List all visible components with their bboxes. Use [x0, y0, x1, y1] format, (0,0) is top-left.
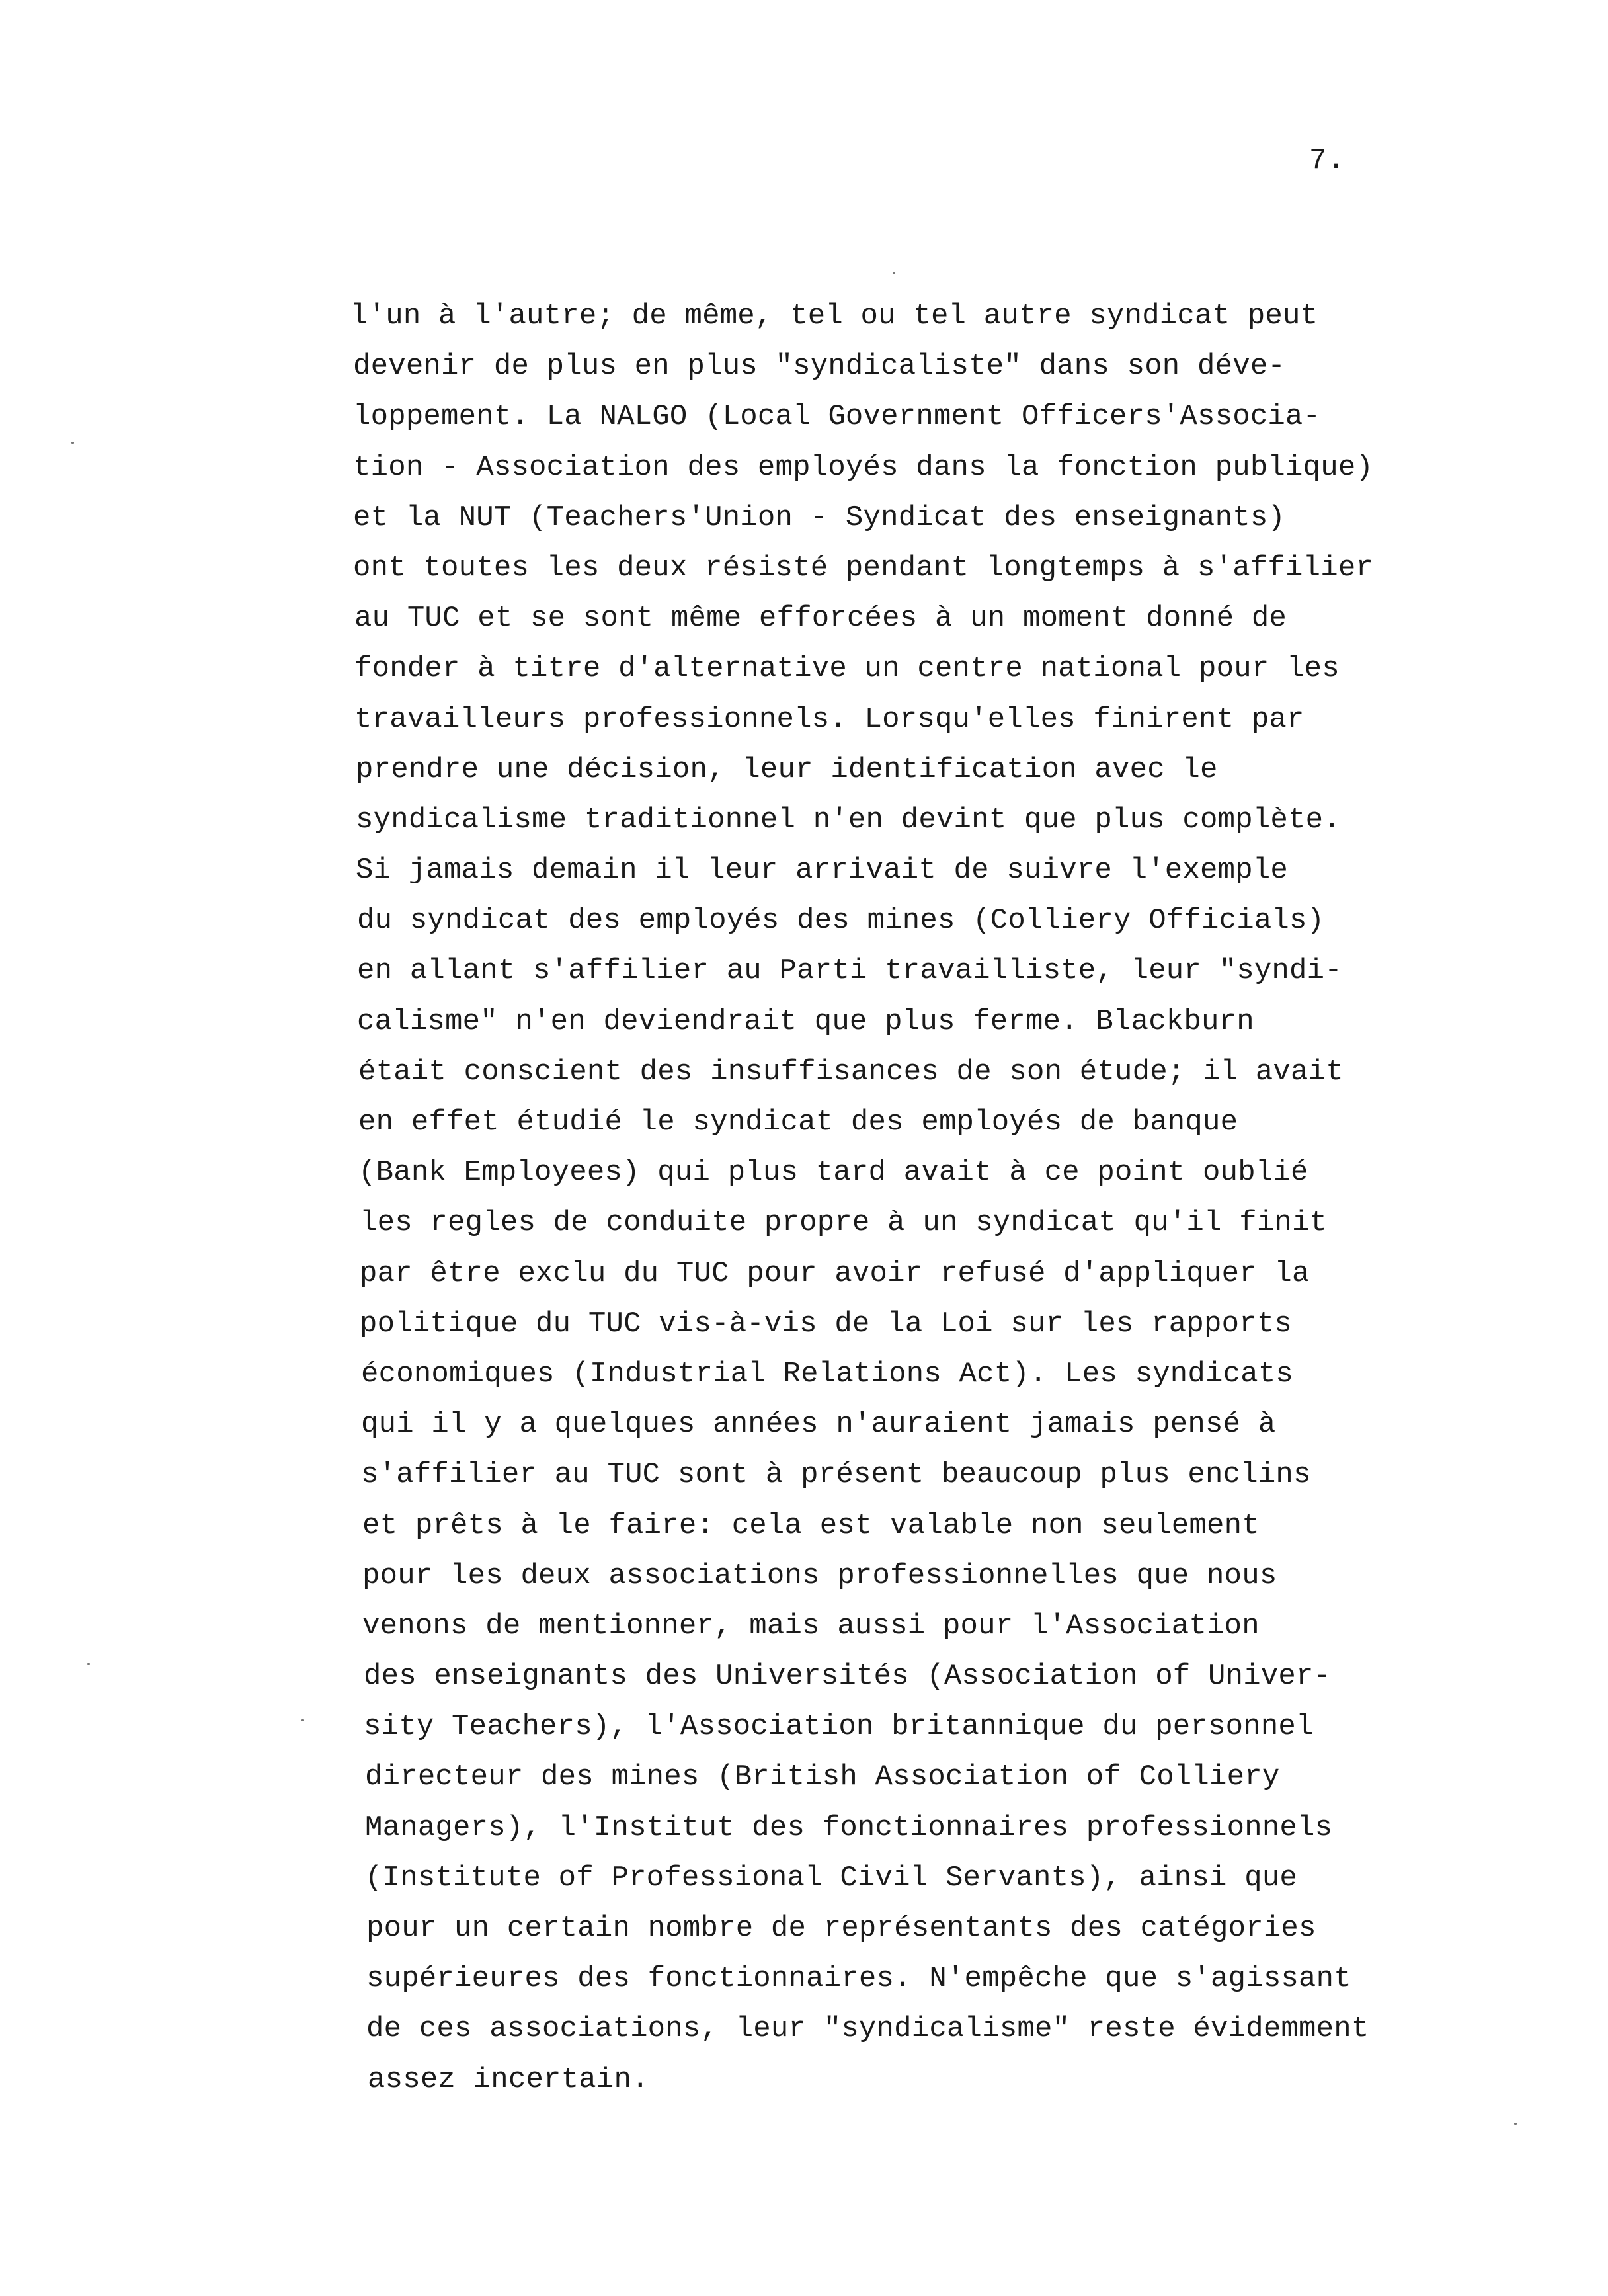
text-line: venons de mentionner, mais aussi pour l'Association: [362, 1609, 1260, 1643]
scan-speck: [302, 1719, 304, 1721]
page-number: 7.: [1309, 144, 1346, 177]
text-line: supérieures des fonctionnaires. N'empêche que s'agissant: [366, 1962, 1351, 1996]
scan-speck: [87, 1663, 90, 1665]
text-line: syndicalisme traditionnel n'en devint que plus complète.: [356, 803, 1341, 837]
text-line: sity Teachers), l'Association britannique du personnel: [364, 1710, 1314, 1744]
text-line: était conscient des insuffisances de son étude; il avait: [358, 1055, 1344, 1088]
text-line: de ces associations, leur "syndicalisme" reste évidemment: [366, 2012, 1369, 2046]
scan-speck: [1514, 2123, 1517, 2125]
text-line: loppement. La NALGO (Local Government Officers'Associa-: [353, 400, 1321, 434]
text-line: l'un à l'autre; de même, tel ou tel autre syndicat peut: [350, 300, 1318, 333]
text-line: ont toutes les deux résisté pendant longtemps à s'affilier: [353, 551, 1374, 585]
text-line: (Bank Employees) qui plus tard avait à ce point oublié: [358, 1156, 1308, 1190]
text-line: directeur des mines (British Association of Colliery: [365, 1760, 1280, 1794]
text-line: s'affilier au TUC sont à présent beaucoup plus enclins: [361, 1458, 1311, 1492]
text-line: devenir de plus en plus "syndicaliste" dans son déve-: [353, 350, 1286, 384]
text-line: en effet étudié le syndicat des employés de banque: [358, 1106, 1238, 1139]
text-line: économiques (Industrial Relations Act). Les syndicats: [361, 1357, 1294, 1391]
text-line: fonder à titre d'alternative un centre national pour les: [354, 652, 1340, 686]
text-line: pour un certain nombre de représentants des catégories: [366, 1912, 1316, 1945]
text-line: du syndicat des employés des mines (Colliery Officials): [357, 904, 1325, 938]
text-line: Si jamais demain il leur arrivait de suivre l'exemple: [356, 854, 1289, 887]
text-line: (Institute of Professional Civil Servants), ainsi que: [365, 1861, 1298, 1895]
text-line: politique du TUC vis-à-vis de la Loi sur les rapports: [360, 1307, 1293, 1340]
text-line: au TUC et se sont même efforcées à un moment donné de: [354, 602, 1287, 636]
text-line: calisme" n'en deviendrait que plus ferme. Blackburn: [357, 1004, 1254, 1038]
text-line: et la NUT (Teachers'Union - Syndicat des enseignants): [353, 501, 1286, 534]
body-text: [350, 291, 1527, 2105]
text-line: Managers), l'Institut des fonctionnaires professionnels: [365, 1811, 1333, 1844]
scan-speck: [893, 272, 895, 274]
text-line: des enseignants des Universités (Association of Univer-: [364, 1660, 1332, 1694]
text-line: qui il y a quelques années n'auraient jamais pensé à: [361, 1408, 1276, 1442]
text-line: tion - Association des employés dans la fonction publique): [353, 450, 1374, 484]
text-line: les regles de conduite propre à un syndicat qu'il finit: [360, 1206, 1328, 1240]
text-line: travailleurs professionnels. Lorsqu'elles finirent par: [354, 702, 1305, 736]
text-line: par être exclu du TUC pour avoir refusé d'appliquer la: [360, 1256, 1310, 1290]
text-line: prendre une décision, leur identification avec le: [356, 753, 1218, 786]
text-line: et prêts à le faire: cela est valable non seulement: [362, 1508, 1260, 1542]
text-line: pour les deux associations professionnelles que nous: [362, 1559, 1277, 1592]
text-line: en allant s'affilier au Parti travailliste, leur "syndi-: [357, 954, 1342, 988]
text-line: assez incertain.: [368, 2063, 649, 2096]
scan-speck: [71, 442, 74, 444]
